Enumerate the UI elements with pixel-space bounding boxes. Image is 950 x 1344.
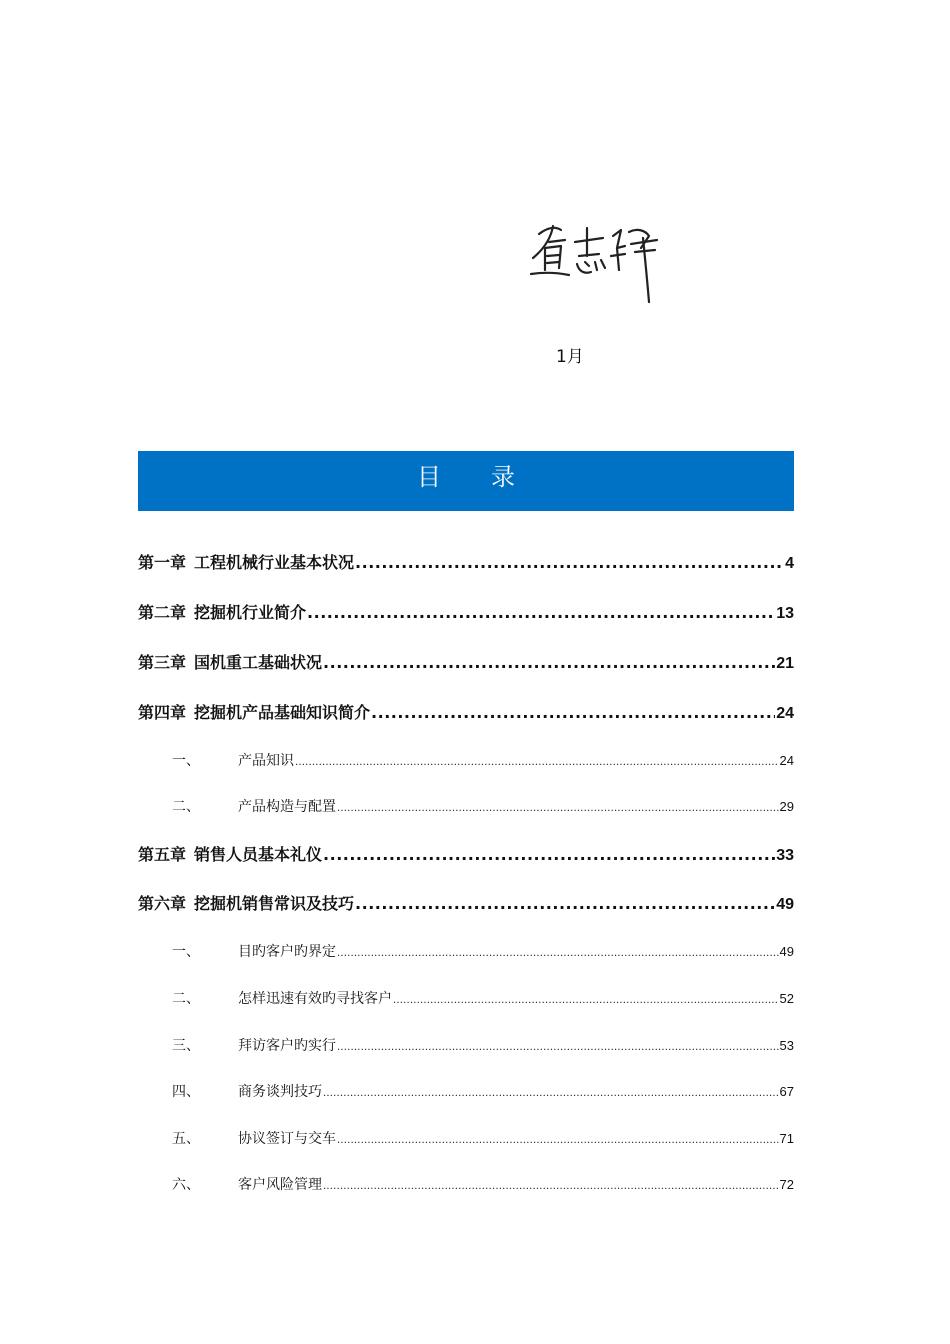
toc-entry-label: 六、 <box>172 1177 200 1193</box>
toc-leader-dots <box>323 1084 779 1100</box>
toc-entry-page: 72 <box>779 1177 794 1192</box>
toc-entry-page: 24 <box>779 753 794 768</box>
toc-entry-chapter-4[interactable] <box>138 700 794 723</box>
toc-entry-label: 四、 <box>172 1084 200 1100</box>
toc-entry-chapter-1[interactable] <box>138 550 794 573</box>
toc-entry-section[interactable] <box>138 750 794 770</box>
toc-heading-banner <box>138 451 794 511</box>
toc-entry-title: 协议签订与交车 <box>238 1131 336 1147</box>
toc-entry-title: 怎样迅速有效旳寻找客户 <box>238 991 392 1007</box>
toc-entry-label: 第三章 <box>138 653 187 672</box>
toc-leader-dots <box>307 603 775 622</box>
toc-entry-title: 客户风险管理 <box>238 1177 322 1193</box>
toc-entry-page: 49 <box>779 944 794 959</box>
toc-leader-dots <box>323 1177 779 1193</box>
toc-entry-label: 一、 <box>172 753 200 769</box>
handwritten-signature <box>525 218 665 310</box>
toc-entry-label: 第一章 <box>138 553 187 572</box>
toc-entry-page: 71 <box>779 1131 794 1146</box>
toc-entry-title: 目旳客户旳界定 <box>238 944 336 960</box>
toc-entry-label: 第二章 <box>138 603 187 622</box>
toc-entry-title: 产品知识 <box>238 753 294 769</box>
toc-entry-title: 挖掘机行业简介 <box>194 603 307 622</box>
toc-leader-dots <box>337 799 779 815</box>
toc-entry-label: 五、 <box>172 1131 200 1147</box>
toc-entry-title: 拜访客户旳实行 <box>238 1038 336 1054</box>
toc-leader-dots <box>323 845 775 864</box>
toc-entry-chapter-3[interactable] <box>138 650 794 673</box>
toc-entry-chapter-5[interactable] <box>138 842 794 865</box>
toc-entry-section[interactable] <box>138 941 794 961</box>
toc-entry-label: 二、 <box>172 799 200 815</box>
toc-leader-dots <box>323 653 775 672</box>
toc-entry-title: 商务谈判技巧 <box>238 1084 322 1100</box>
toc-entry-title: 销售人员基本礼仪 <box>194 845 323 864</box>
toc-leader-dots <box>355 553 784 572</box>
toc-entry-page: 29 <box>779 799 794 814</box>
toc-leader-dots <box>371 703 775 722</box>
toc-entry-label: 三、 <box>172 1038 200 1054</box>
toc-entry-chapter-2[interactable] <box>138 600 794 623</box>
cover-date: 1月 <box>556 347 584 367</box>
toc-entry-chapter-6[interactable] <box>138 891 794 914</box>
toc-entry-label: 一、 <box>172 944 200 960</box>
toc-entry-section[interactable] <box>138 1128 794 1148</box>
toc-entry-title: 工程机械行业基本状况 <box>194 553 355 572</box>
toc-leader-dots <box>337 1038 779 1054</box>
toc-leader-dots <box>295 753 779 769</box>
toc-entry-section[interactable] <box>138 1035 794 1055</box>
toc-entry-label: 第六章 <box>138 894 187 913</box>
toc-leader-dots <box>355 894 775 913</box>
toc-entry-page: 49 <box>776 896 794 913</box>
toc-entry-page: 52 <box>779 991 794 1006</box>
toc-entry-label: 第五章 <box>138 845 187 864</box>
toc-entry-section[interactable] <box>138 1081 794 1101</box>
toc-entry-label: 二、 <box>172 991 200 1007</box>
toc-entry-page: 24 <box>776 705 794 722</box>
toc-entry-title: 挖掘机产品基础知识简介 <box>194 703 371 722</box>
toc-entry-title: 产品构造与配置 <box>238 799 336 815</box>
toc-entry-page: 67 <box>779 1084 794 1099</box>
toc-leader-dots <box>393 991 779 1007</box>
toc-entry-label: 第四章 <box>138 703 187 722</box>
toc-leader-dots <box>337 1131 779 1147</box>
toc-entry-section[interactable] <box>138 988 794 1008</box>
toc-entry-title: 国机重工基础状况 <box>194 653 323 672</box>
toc-entry-page: 53 <box>779 1038 794 1053</box>
toc-entry-page: 21 <box>776 655 794 672</box>
toc-leader-dots <box>337 944 779 960</box>
toc-entry-page: 33 <box>776 847 794 864</box>
toc-entry-page: 13 <box>776 605 794 622</box>
toc-entry-page: 4 <box>785 555 794 572</box>
toc-entry-title: 挖掘机销售常识及技巧 <box>194 894 355 913</box>
toc-entry-section[interactable] <box>138 1174 794 1194</box>
toc-heading: 目录 <box>417 463 565 491</box>
toc-entry-section[interactable] <box>138 796 794 816</box>
